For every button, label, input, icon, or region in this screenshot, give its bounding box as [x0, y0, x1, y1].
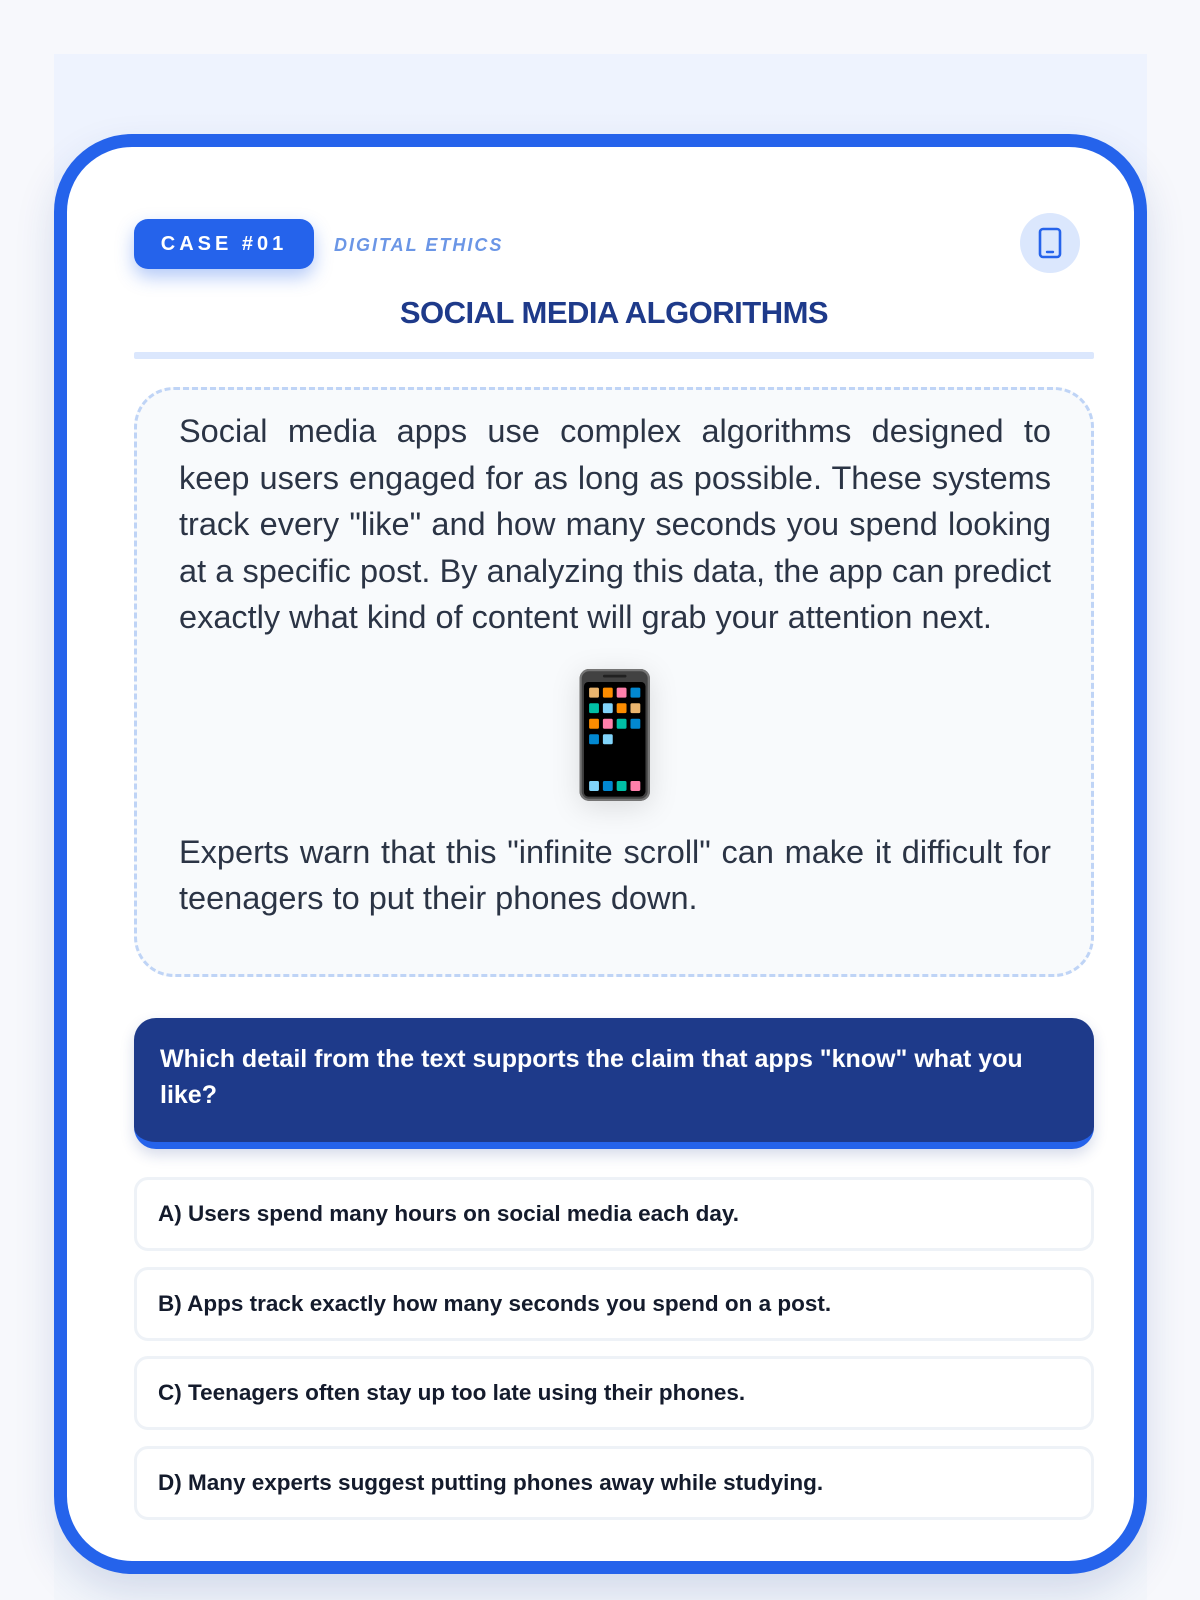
reading-passage [134, 387, 1094, 977]
category-label: DIGITAL ETHICS [334, 235, 504, 255]
answer-option-b[interactable]: B) Apps track exactly how many seconds you spend on a post. [134, 1267, 1094, 1341]
answer-option-a[interactable]: A) Users spend many hours on social media each day. [134, 1177, 1094, 1251]
mobile-phone-icon: 📱 [540, 667, 690, 802]
case-badge: CASE #01 [134, 219, 314, 269]
answer-option-d[interactable]: D) Many experts suggest putting phones away while studying. [134, 1446, 1094, 1520]
passage-paragraph-2: Experts warn that this "infinite scroll" can make it difficult for teenagers to put their phones down. [179, 833, 1051, 916]
phone-illustration [179, 641, 1051, 829]
question-prompt: Which detail from the text supports the claim that apps "know" what you like? [134, 1018, 1094, 1149]
tablet-icon [1038, 227, 1062, 259]
answer-option-c[interactable]: C) Teenagers often stay up too late using their phones. [134, 1356, 1094, 1430]
quiz-card [54, 134, 1147, 1574]
title-divider [134, 352, 1094, 359]
device-button[interactable] [1020, 213, 1080, 273]
passage-paragraph-1: Social media apps use complex algorithms designed to keep users engaged for as long as possible. These systems track every "like" and how many seconds you spend looking at a specific post. By analyzing this data, the app can predict exactly what kind of content will grab your attention next. [179, 413, 1051, 635]
page-title: SOCIAL MEDIA ALGORITHMS [399, 295, 829, 330]
